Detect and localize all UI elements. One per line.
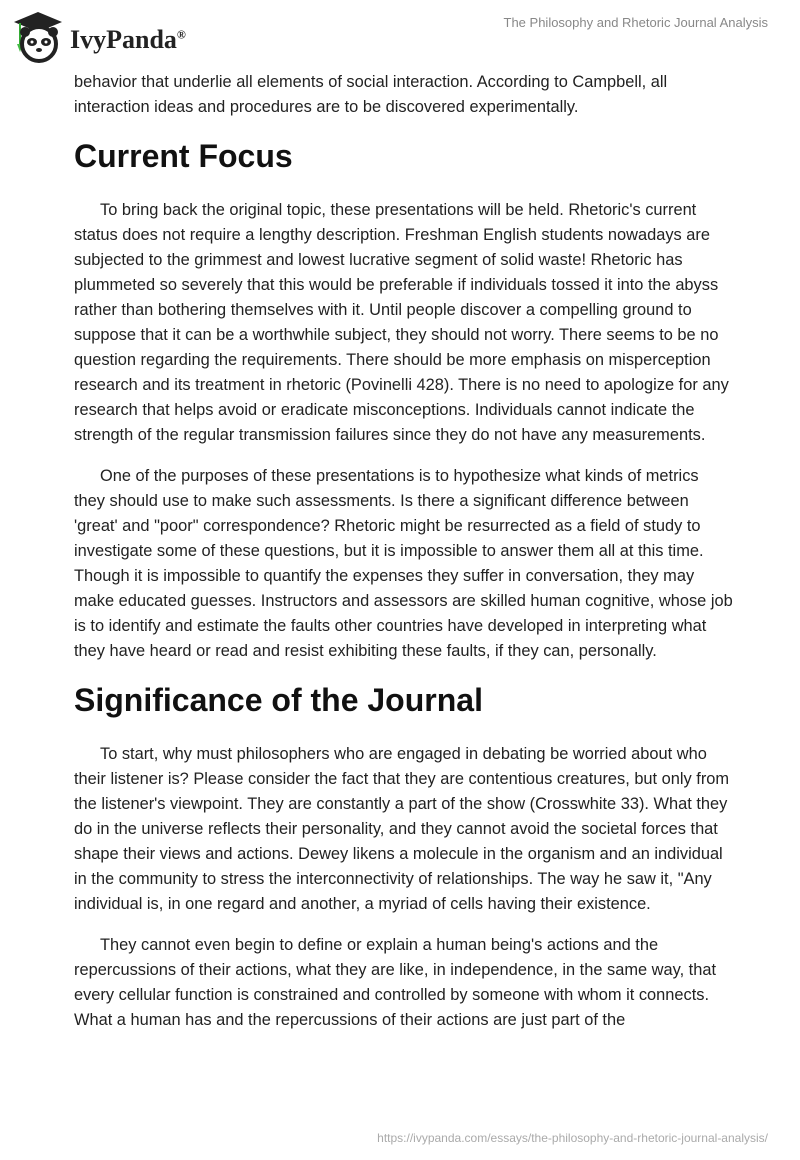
paragraph: They cannot even begin to define or explain a human being's actions and the repercussions of their actions, what they are like, in independence, in the same way, that every cellular function is constrained and controlled by someone with whom it connects. What a human has and the repercussions of their actions are just part of the xyxy=(74,936,717,1029)
paragraph: To start, why must philosophers who are engaged in debating be worried about who their listener is? Please consider the fact that they are contentious creatures, but only from the listener's viewpoint. They are constantly a part of the show (Crosswhite 33). What they do in the universe reflects their personality, and they cannot avoid the societal forces that shape their views and actions. Dewey likens a molecule in the organism and an individual in the community to stress the interconnectivity of relationships. The way he saw it, "Any individual is, in one regard and another, a myriad of cells having their existence. xyxy=(74,745,730,913)
essay-content xyxy=(74,70,734,1049)
document-title: The Philosophy and Rhetoric Journal Analysis xyxy=(503,15,768,30)
paragraph: To bring back the original topic, these presentations will be held. Rhetoric's current status does not require a lengthy description. Freshman English students nowadays are subjected to the grimmest and lowest lucrative segment of solid waste! Rhetoric has plummeted so severely that this would be preferable if individuals tossed it into the abyss rather than bothering themselves with it. Until people discover a compelling ground to suppose that it can be a worthwhile subject, they should not worry. There seems to be no question regarding the requirements. There should be more emphasis on misperception research and its treatment in rhetoric (Povinelli 428). There is no need to apologize for any research that helps avoid or eradicate misconceptions. Individuals cannot indicate the strength of the regular transmission failures since they do not have any measurements. xyxy=(74,201,729,444)
section-heading-significance: Significance of the Journal xyxy=(74,682,483,718)
section-heading-current-focus: Current Focus xyxy=(74,138,293,174)
source-url-link[interactable]: https://ivypanda.com/essays/the-philosophy-and-rhetoric-journal-analysis/ xyxy=(377,1131,768,1145)
logo-text: IvyPanda® xyxy=(70,25,186,54)
ivypanda-logo[interactable] xyxy=(12,8,186,64)
paragraph-continued: behavior that underlie all elements of social interaction. According to Campbell, all interaction ideas and procedures are to be discovered experimentally. xyxy=(74,73,668,116)
panda-graduate-icon xyxy=(12,8,64,64)
paragraph: One of the purposes of these presentations is to hypothesize what kinds of metrics they should use to make such assessments. Is there a significant difference between 'great' and "poor" correspondence? Rhetoric might be resurrected as a field of study to investigate some of these questions, but it is impossible to answer them all at this time. Though it is impossible to quantify the expenses they suffer in conversation, they may make educated guesses. Instructors and assessors are skilled human cognitive, whose job is to identify and estimate the faults other countries have developed in interpreting what they have heard or read and resist exhibiting these faults, if they can, personally. xyxy=(74,467,733,660)
